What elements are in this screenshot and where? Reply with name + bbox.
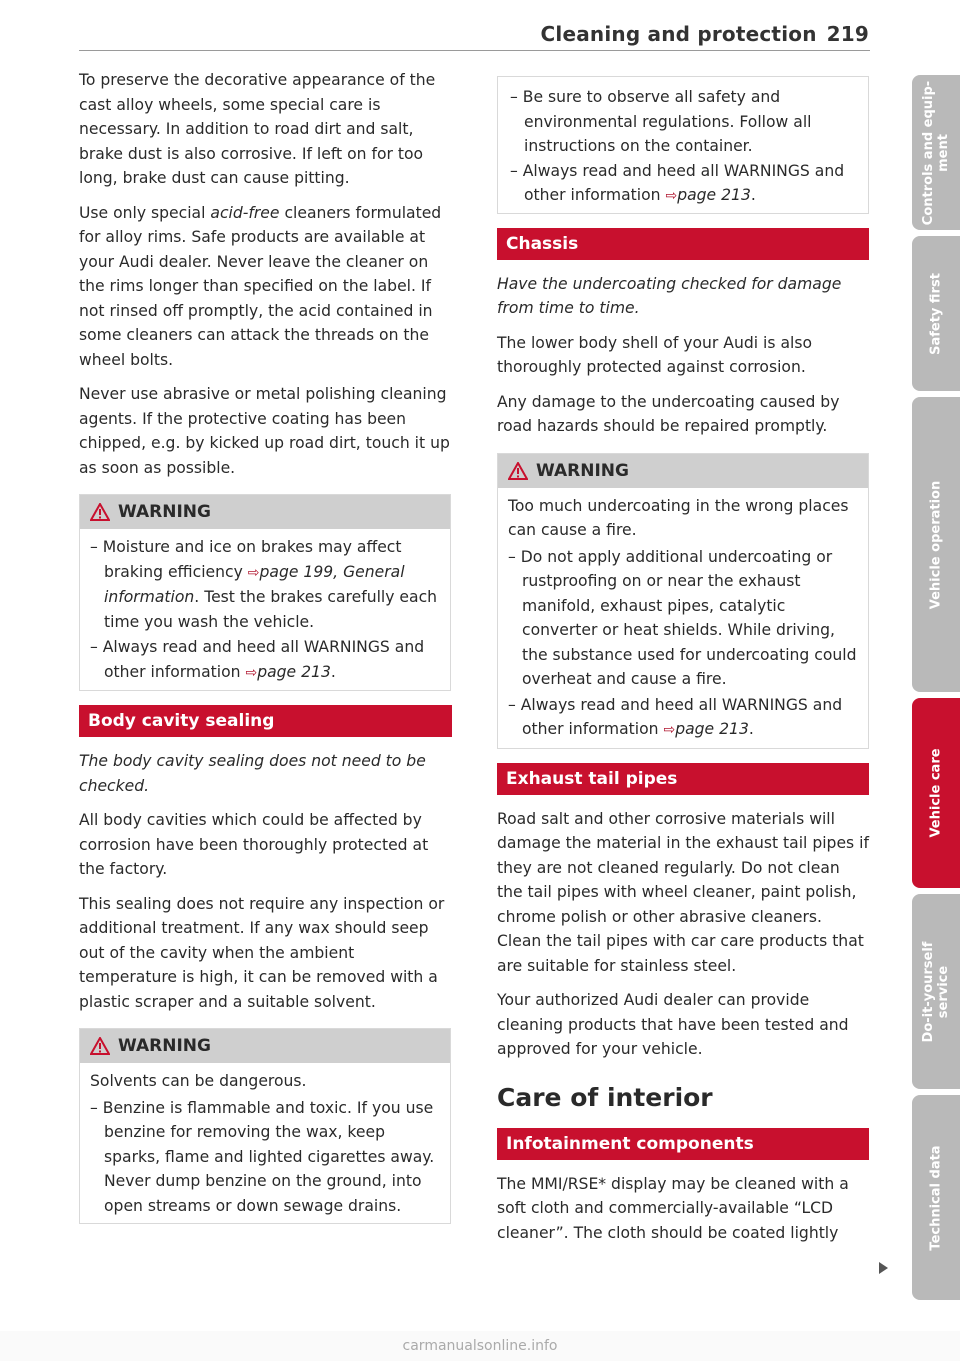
page-reference-link[interactable]: page 213 [257, 662, 331, 681]
tab-technical-data[interactable] [912, 1095, 960, 1300]
paragraph: To preserve the decorative appearance of the cast alloy wheels, some special care is necessary. In addition to road dirt and salt, brake dust is also corrosive. If left on for too long, brake dust can cause pitting. [79, 71, 436, 187]
paragraph: Any damage to the undercoating caused by road hazards should be repaired promptly. [497, 392, 840, 435]
page-header [541, 22, 869, 46]
chapter-heading: Care of interior [497, 1082, 713, 1112]
tab-label: Safety first [928, 272, 944, 355]
warning-continuation-box [497, 76, 869, 214]
page-ref-arrow-icon: ⇨ [665, 188, 678, 204]
left-column [79, 68, 451, 1238]
paragraph: Your authorized Audi dealer can provide cleaning products that have been tested and approved for your vehicle. [497, 991, 849, 1058]
page-reference-link[interactable]: page 199, General information [104, 562, 405, 606]
tab-safety-first[interactable] [912, 236, 960, 391]
paragraph: The lower body shell of your Audi is also thoroughly protected against corrosion. [497, 333, 813, 376]
page-ref-arrow-icon: ⇨ [245, 664, 258, 681]
warning-triangle-icon [90, 503, 110, 521]
watermark: carmanualsonline.info [0, 1331, 960, 1361]
tab-vehicle-care[interactable] [912, 698, 960, 888]
warning-header [80, 1029, 450, 1063]
tab-label: Vehicle operation [928, 480, 944, 609]
section-heading-infotainment: Infotainment components [497, 1128, 869, 1160]
warning-item: – Do not apply additional undercoating or rustproofing on or near the exhaust manifold, exhaust pipes, catalytic converter or heat shields. While driving, the substance used for undercoating could overheat and cause a fire. [508, 545, 858, 692]
continue-arrow-icon [879, 1262, 888, 1274]
section-intro: The body cavity sealing does not need to be checked. [79, 752, 426, 795]
paragraph: Use only special acid-free cleaners formulated for alloy rims. Safe products are available at your Audi dealer. Never leave the cleaner on the rims longer than specified on the label. If not rinsed off promptly, the acid contained in some cleaners can attack the threads on the wheel bolts. [79, 203, 442, 369]
paragraph: All body cavities which could be affected by corrosion have been thoroughly protected at the factory. [79, 811, 429, 878]
page-ref-arrow-icon: ⇨ [247, 564, 260, 581]
paragraph: Road salt and other corrosive materials will damage the material in the exhaust tail pipes if they are not cleaned regularly. Do not clean the tail pipes with wheel cleaner, paint polish, chrome polish or other abrasive cleaners. Clean the tail pipes with car care products that are suitable for stainless steel. [497, 809, 869, 975]
tab-label: Technical data [928, 1144, 944, 1251]
section-heading-chassis: Chassis [497, 228, 869, 260]
tab-label: Do-it-yourself service [921, 941, 951, 1042]
paragraph: This sealing does not require any inspection or additional treatment. If any wax should seep out of the cavity when the ambient temperature is high, it can be removed with a plastic scraper and a suitable solvent. [79, 894, 445, 1011]
warning-item: – Moisture and ice on brakes may affect braking efficiency ⇨page 199, General information. Test the brakes carefully each time you wash the vehicle. [90, 535, 440, 634]
section-heading-body-cavity: Body cavity sealing [79, 705, 452, 737]
warning-title: WARNING [118, 1036, 211, 1056]
warning-triangle-icon [90, 1037, 110, 1055]
warning-item: – Always read and heed all WARNINGS and other information ⇨page 213. [508, 693, 858, 743]
page-number: 219 [826, 22, 869, 46]
page-reference-link[interactable]: page 213 [677, 186, 751, 204]
paragraph: The MMI/RSE* display may be cleaned with a soft cloth and commercially-available “LCD cleaner”. The cloth should be coated lightly [497, 1174, 849, 1242]
warning-intro: Solvents can be dangerous. [90, 1072, 307, 1090]
warning-item: – Always read and heed all WARNINGS and other information ⇨page 213. [510, 159, 858, 209]
warning-item: – Benzine is flammable and toxic. If you use benzine for removing the wax, keep sparks, flame and lighted cigarettes away. Never dump benzine on the ground, into open streams or down sewage drains. [90, 1096, 440, 1219]
tab-label: Controls and equip- ment [921, 80, 951, 225]
page-reference-link[interactable]: page 213 [675, 720, 749, 738]
tab-controls-and-equipment[interactable] [912, 75, 960, 230]
section-heading-exhaust: Exhaust tail pipes [497, 763, 869, 795]
tab-do-it-yourself-service[interactable] [912, 894, 960, 1089]
warning-intro: Too much undercoating in the wrong places can cause a fire. [508, 496, 849, 539]
section-intro: Have the undercoating checked for damage from time to time. [497, 274, 842, 317]
warning-header [498, 454, 868, 488]
tab-vehicle-operation[interactable] [912, 397, 960, 692]
warning-box [497, 453, 869, 749]
right-column [497, 68, 869, 1255]
warning-title: WARNING [536, 460, 629, 481]
warning-header [80, 495, 450, 529]
warning-item: – Be sure to observe all safety and environmental regulations. Follow all instructions on the container. [510, 85, 858, 159]
warning-item: – Always read and heed all WARNINGS and other information ⇨page 213. [90, 635, 440, 685]
tab-label: Vehicle care [928, 748, 944, 838]
paragraph: Never use abrasive or metal polishing cleaning agents. If the protective coating has been chipped, e.g. by kicked up road dirt, touch it up as soon as possible. [79, 385, 450, 477]
page-ref-arrow-icon: ⇨ [663, 722, 676, 738]
header-title: Cleaning and protection [540, 22, 817, 46]
warning-box [79, 1028, 451, 1224]
warning-triangle-icon [508, 462, 528, 480]
warning-box [79, 494, 451, 691]
header-rule [79, 50, 870, 51]
warning-title: WARNING [118, 502, 211, 522]
